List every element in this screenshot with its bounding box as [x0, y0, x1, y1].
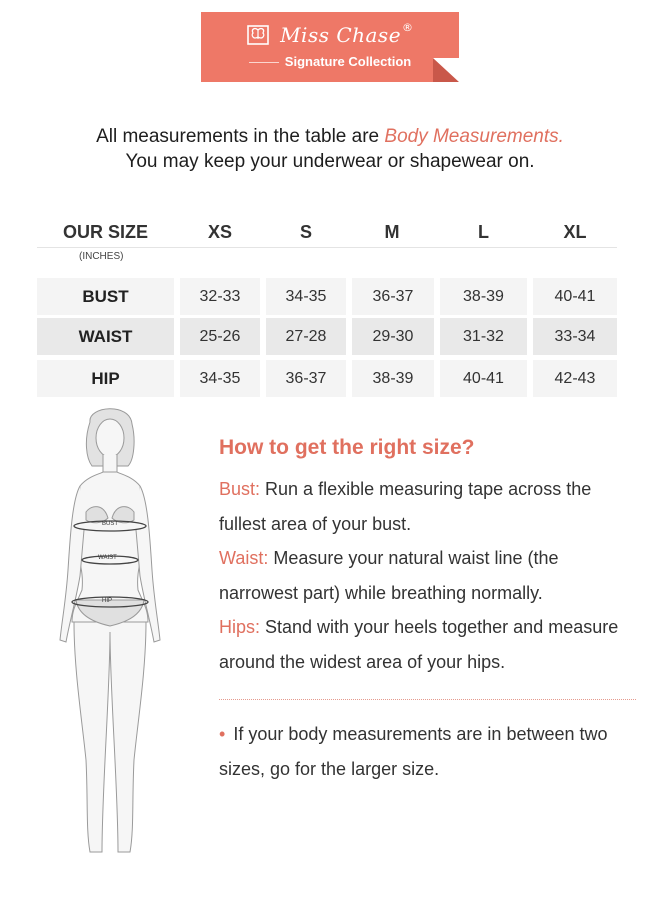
divider: [249, 62, 279, 63]
dotted-divider: [219, 699, 636, 700]
table-cell: 42-43: [533, 360, 617, 397]
table-cell: 25-26: [180, 318, 260, 355]
brand-tagline: Signature Collection: [284, 54, 412, 69]
size-header-label: OUR SIZE: [62, 222, 148, 242]
size-header-xs: XS: [207, 222, 232, 242]
size-header-s: S: [299, 222, 312, 242]
size-header-l: L: [478, 222, 489, 242]
intro-text: [0, 124, 660, 174]
table-cell: 38-39: [352, 360, 434, 397]
intro-line1: All measurements in the table are: [96, 126, 385, 147]
table-cell: 36-37: [266, 360, 346, 397]
hips-instruction: Hips: Stand with your heels together and measure around the widest area of your hips.: [219, 617, 619, 672]
registered-mark: ®: [402, 21, 414, 34]
body-figure: [40, 400, 180, 865]
bust-instruction: Bust: Run a flexible measuring tape across the fullest area of your bust.: [219, 479, 592, 534]
note-text: If your body measurements are in between two sizes, go for the larger size.: [219, 724, 608, 779]
table-cell: 27-28: [266, 318, 346, 355]
table-cell: 33-34: [533, 318, 617, 355]
butterfly-icon: [247, 25, 269, 45]
row-label-hip: HIP: [37, 360, 174, 397]
intro-line2: You may keep your underwear or shapewear on.: [125, 151, 535, 172]
waist-label: WAIST: [98, 555, 117, 561]
bust-label: BUST: [102, 521, 119, 527]
bullet-icon: •: [219, 724, 226, 744]
table-cell: 40-41: [440, 360, 527, 397]
table-cell: 36-37: [352, 278, 434, 315]
row-label-waist: WAIST: [37, 318, 174, 355]
intro-accent: Body Measurements.: [384, 126, 564, 147]
row-label-bust: BUST: [37, 278, 174, 315]
size-note: [219, 717, 639, 786]
table-cell: 31-32: [440, 318, 527, 355]
hip-label: HIP: [102, 598, 113, 604]
units-label: (INCHES): [79, 251, 124, 262]
brand-name: Miss Chase: [280, 23, 402, 47]
table-cell: 40-41: [533, 278, 617, 315]
table-cell: 34-35: [266, 278, 346, 315]
size-header-xl: XL: [563, 222, 587, 242]
brand-banner: [201, 12, 459, 82]
table-cell: 38-39: [440, 278, 527, 315]
guide-title: How to get the right size?: [219, 436, 475, 459]
brand-logo: [201, 23, 459, 47]
table-cell: 32-33: [180, 278, 260, 315]
size-guide: [219, 436, 639, 679]
table-cell: 34-35: [180, 360, 260, 397]
size-header-m: M: [384, 222, 400, 242]
waist-instruction: Waist: Measure your natural waist line (the narrowest part) while breathing normally.: [219, 548, 559, 603]
table-cell: 29-30: [352, 318, 434, 355]
header-divider: [37, 247, 617, 248]
